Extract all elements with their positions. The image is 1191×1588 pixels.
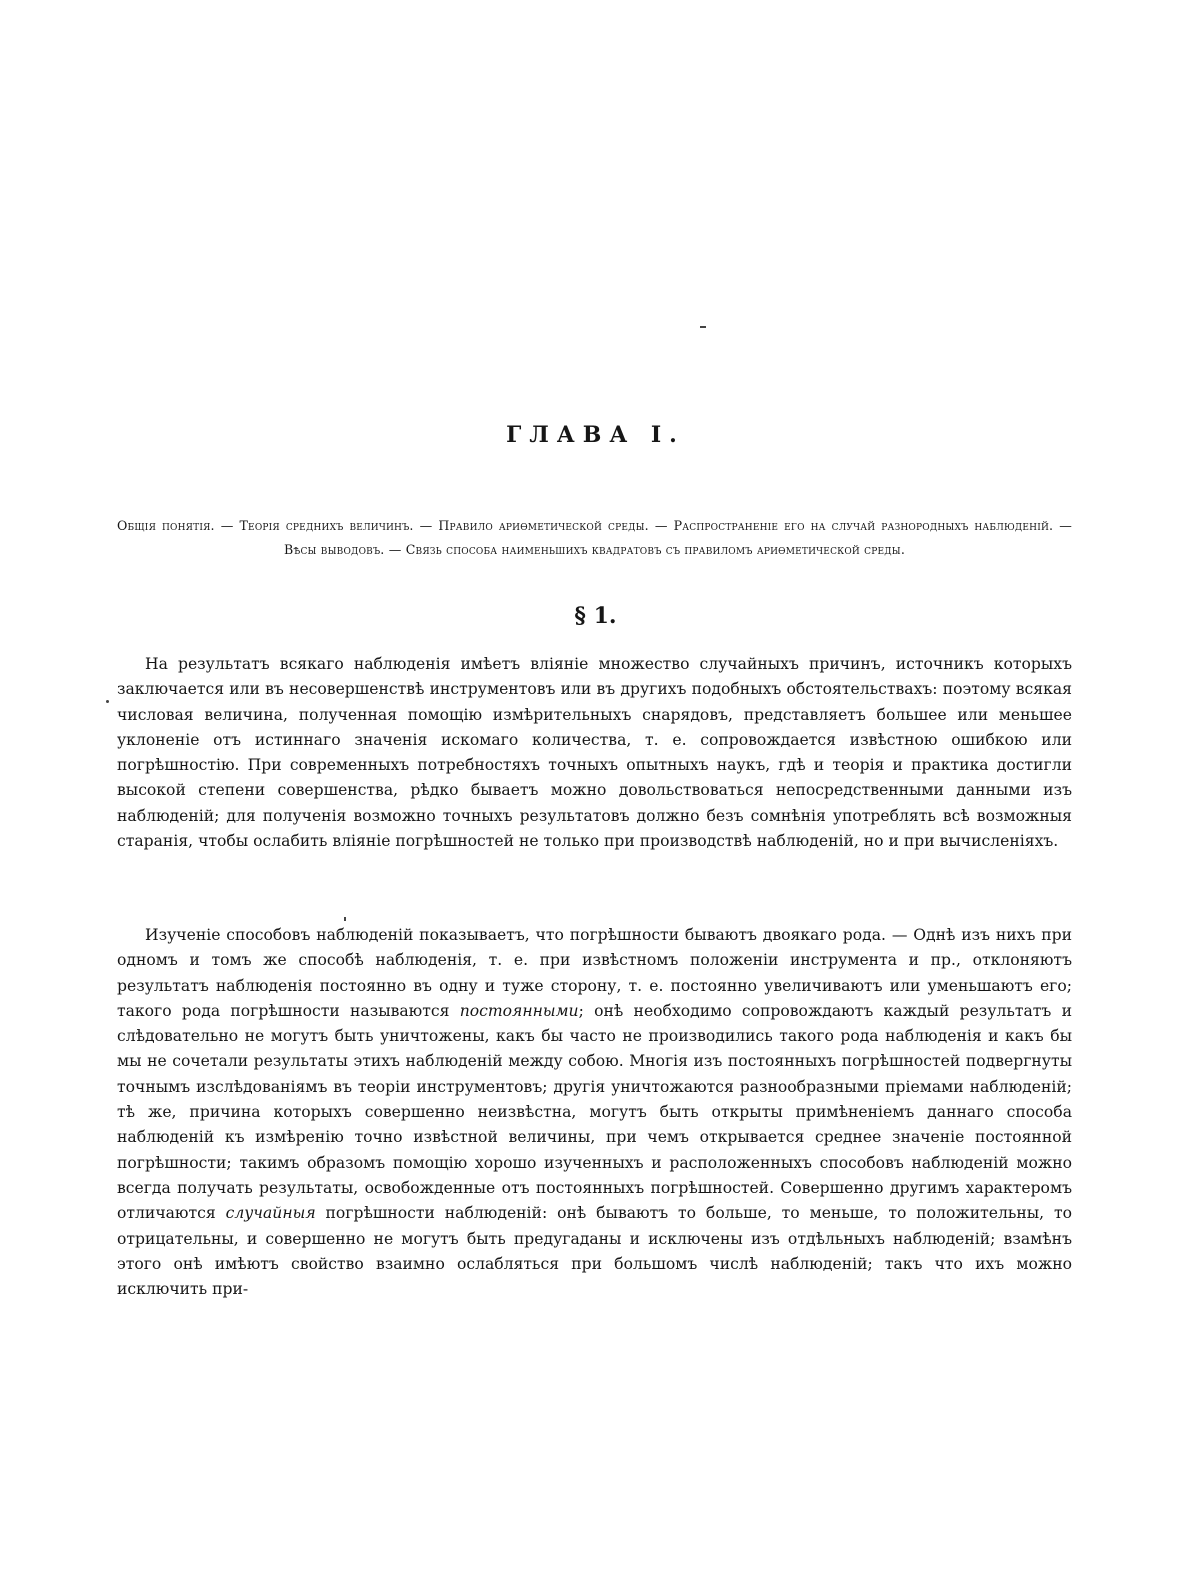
paragraph-2-text-c: погрѣшности наблюденій: онѣ бываютъ то больше, то меньше, то положительны, то отрицательны, и совершенно не могутъ быть предугаданы и исключены изъ отдѣльныхъ наблюденій; взамѣнъ этого онѣ имѣютъ свойство взаимно ослабляться при большомъ числѣ наблюденій; такъ что ихъ можно исключить при- <box>117 1204 1072 1299</box>
section-title: § 1. <box>574 603 617 629</box>
chapter-summary: Общія понятія. — Теорія среднихъ величинъ. — Правило ариѳметической среды. — Распространеніе его на случай разнородныхъ наблюденій. — Вѣсы выводовъ. — Связь способа наименьшихъ квадратовъ съ правиломъ ариѳметической среды. <box>117 518 1072 557</box>
term-constant: постоянными <box>459 1001 579 1020</box>
paragraph-2-text-b: ; онѣ необходимо сопровождаютъ каждый результатъ и слѣдовательно не могутъ быть уничтожены, какъ бы часто не производились такого рода наблюденія и какъ бы мы не сочетали результаты этихъ наблюденій между собою. Многія изъ постоянныхъ погрѣшностей подвергнуты точнымъ изслѣдованіямъ въ теоріи инструментовъ; другія уничтожаются разнообразными пріемами наблюденій; тѣ же, причина которыхъ совершенно неизвѣстна, могутъ быть открыты примѣненіемъ даннаго способа наблюденій къ измѣренію точно извѣстной величины, при чемъ открывается среднее значеніе постоянной погрѣшности; такимъ образомъ помощію хорошо изученныхъ и расположенныхъ способовъ наблюденій можно всегда получать результаты, освобожденные отъ постоянныхъ погрѣшностей. Совершенно другимъ характеромъ отличаются <box>117 1001 1072 1223</box>
term-random: случайныя <box>225 1204 316 1223</box>
paragraph-2 <box>117 923 1072 1302</box>
print-speck <box>700 326 706 328</box>
paragraph-1: На результатъ всякаго наблюденія имѣетъ вліяніе множество случайныхъ причинъ, источникъ которыхъ заключается или въ несовершенствѣ инструментовъ или въ другихъ подобныхъ обстоятельствахъ: поэтому всякая числовая величина, полученная помощію измѣрительныхъ снарядовъ, представляетъ большее или меньшее уклоненіе отъ истиннаго значенія искомаго количества, т. е. сопровождается извѣстною ошибкою или погрѣшностію. При современныхъ потребностяхъ точныхъ опытныхъ наукъ, гдѣ и теорія и практика достигли высокой степени совершенства, рѣдко бываетъ можно довольствоваться непосредственными данными изъ наблюденій; для полученія возможно точныхъ результатовъ должно безъ сомнѣнія употреблять всѣ возможныя старанія, чтобы ослабить вліяніе погрѣшностей не только при производствѣ наблюденій, но и при вычисленіяхъ. <box>117 655 1072 851</box>
chapter-title: ГЛАВА I. <box>506 422 685 448</box>
print-speck <box>344 917 346 921</box>
print-speck <box>106 700 109 703</box>
paragraph-2-text-a: Изученіе способовъ наблюденій показываетъ, что погрѣшности бываютъ двоякаго рода. — Однѣ изъ нихъ при одномъ и томъ же способѣ наблюденія, т. е. при извѣстномъ положеніи инструмента и пр., отклоняютъ результатъ наблюденія постоянно въ одну и туже сторону, т. е. постоянно увеличиваютъ или уменьшаютъ его; такого рода погрѣшности называются <box>117 926 1072 1020</box>
